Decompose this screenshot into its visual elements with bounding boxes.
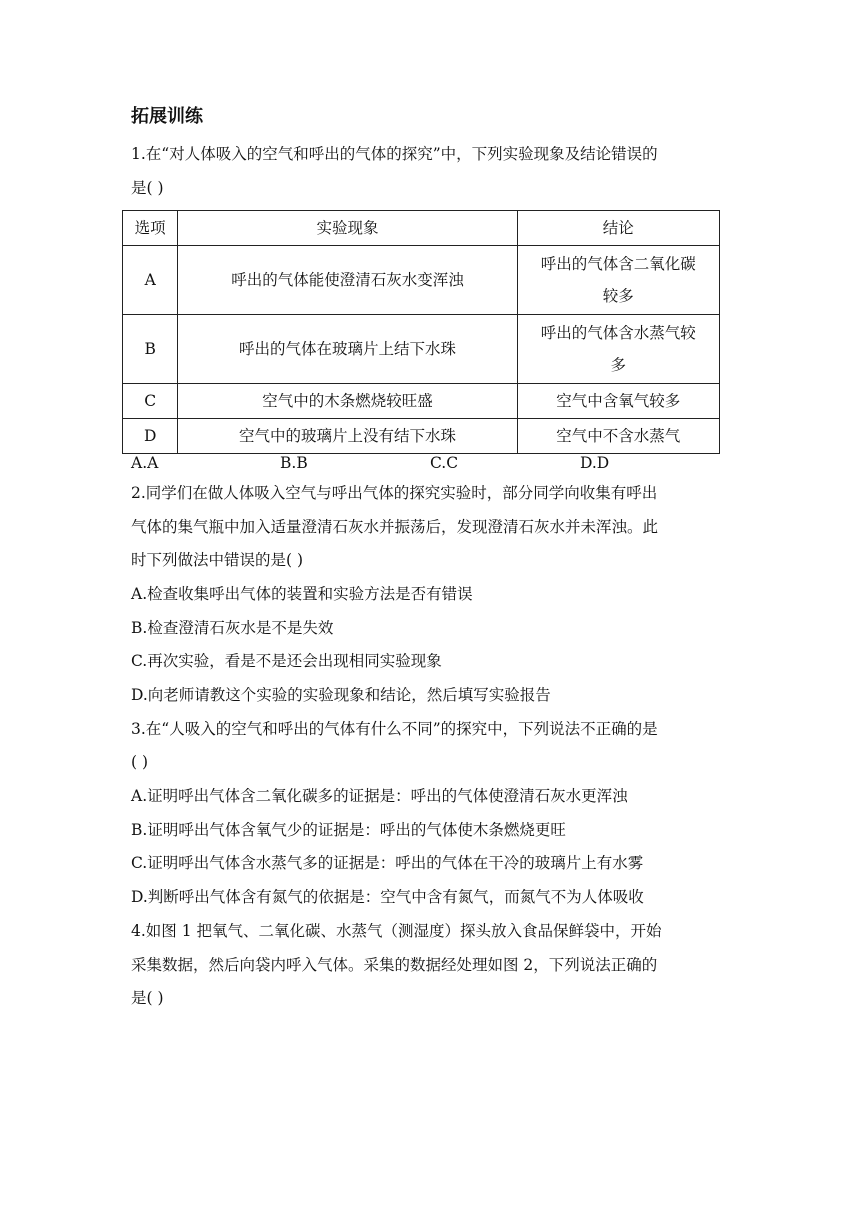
conclusion-line: 呼出的气体含水蒸气较 [540, 324, 696, 342]
table-cell-conclusion [517, 315, 719, 384]
q1-stem-line1: 1.在“对人体吸入的空气和呼出的气体的探究”中，下列实验现象及结论错误的 [131, 145, 658, 163]
table-row [123, 384, 720, 419]
q2-choice-c[interactable]: C.再次实验，看是不是还会出现相同实验现象 [131, 652, 442, 670]
table-row [123, 419, 720, 454]
section-title: 拓展训练 [131, 106, 203, 127]
table-cell-conclusion: 空气中不含水蒸气 [517, 419, 719, 454]
table-header-row [123, 211, 720, 246]
q2-stem-line3: 时下列做法中错误的是( ) [131, 551, 304, 569]
choice-c[interactable]: C.C [430, 454, 459, 472]
q3-choice-a[interactable]: A.证明呼出气体含二氧化碳多的证据是：呼出的气体使澄清石灰水更浑浊 [131, 787, 628, 805]
q2-stem-line1: 2.同学们在做人体吸入空气与呼出气体的探究实验时，部分同学向收集有呼出 [131, 484, 658, 502]
table-cell-option: C [123, 384, 178, 419]
table-cell-conclusion [517, 246, 719, 315]
q2-stem-line2: 气体的集气瓶中加入适量澄清石灰水并振荡后，发现澄清石灰水并未浑浊。此 [131, 518, 659, 536]
q3-choice-c[interactable]: C.证明呼出气体含水蒸气多的证据是：呼出的气体在干冷的玻璃片上有水雾 [131, 854, 644, 872]
conclusion-line: 呼出的气体含二氧化碳 [540, 255, 696, 273]
q2-choice-b[interactable]: B.检查澄清石灰水是不是失效 [131, 619, 334, 637]
choice-d[interactable]: D.D [580, 454, 610, 472]
table-header-option: 选项 [123, 211, 178, 246]
choice-a[interactable]: A.A [131, 454, 159, 472]
q3-stem-line1: 3.在“人吸入的空气和呼出的气体有什么不同”的探究中，下列说法不正确的是 [131, 720, 658, 738]
conclusion-line: 多 [610, 356, 627, 374]
table-header-conclusion: 结论 [517, 211, 719, 246]
table-cell-phenomenon: 空气中的木条燃烧较旺盛 [178, 384, 517, 419]
q2-choice-d[interactable]: D.向老师请教这个实验的实验现象和结论，然后填写实验报告 [131, 686, 551, 704]
table-cell-phenomenon: 呼出的气体在玻璃片上结下水珠 [178, 315, 517, 384]
q4-stem-line2: 采集数据，然后向袋内呼入气体。采集的数据经处理如图 2，下列说法正确的 [131, 956, 658, 974]
q4-stem-line1: 4.如图 1 把氧气、二氧化碳、水蒸气（测湿度）探头放入食品保鲜袋中，开始 [131, 922, 662, 940]
table-cell-phenomenon: 空气中的玻璃片上没有结下水珠 [178, 419, 517, 454]
table-row [123, 246, 720, 315]
q1-stem-line2: 是( ) [131, 179, 164, 197]
table-cell-option: A [123, 246, 178, 315]
q3-stem-line2: ( ) [131, 753, 149, 771]
q2-choice-a[interactable]: A.检查收集呼出气体的装置和实验方法是否有错误 [131, 585, 473, 603]
table-cell-option: D [123, 419, 178, 454]
table-cell-conclusion: 空气中含氧气较多 [517, 384, 719, 419]
q4-stem-line3: 是( ) [131, 989, 164, 1007]
conclusion-line: 较多 [602, 287, 634, 305]
q1-table [122, 210, 720, 454]
table-row [123, 315, 720, 384]
table-header-phenomenon: 实验现象 [178, 211, 517, 246]
q3-choice-d[interactable]: D.判断呼出气体含有氮气的依据是：空气中含有氮气，而氮气不为人体吸收 [131, 888, 644, 906]
choice-b[interactable]: B.B [280, 454, 308, 472]
q3-choice-b[interactable]: B.证明呼出气体含氧气少的证据是：呼出的气体使木条燃烧更旺 [131, 821, 566, 839]
table-cell-phenomenon: 呼出的气体能使澄清石灰水变浑浊 [178, 246, 517, 315]
table-cell-option: B [123, 315, 178, 384]
